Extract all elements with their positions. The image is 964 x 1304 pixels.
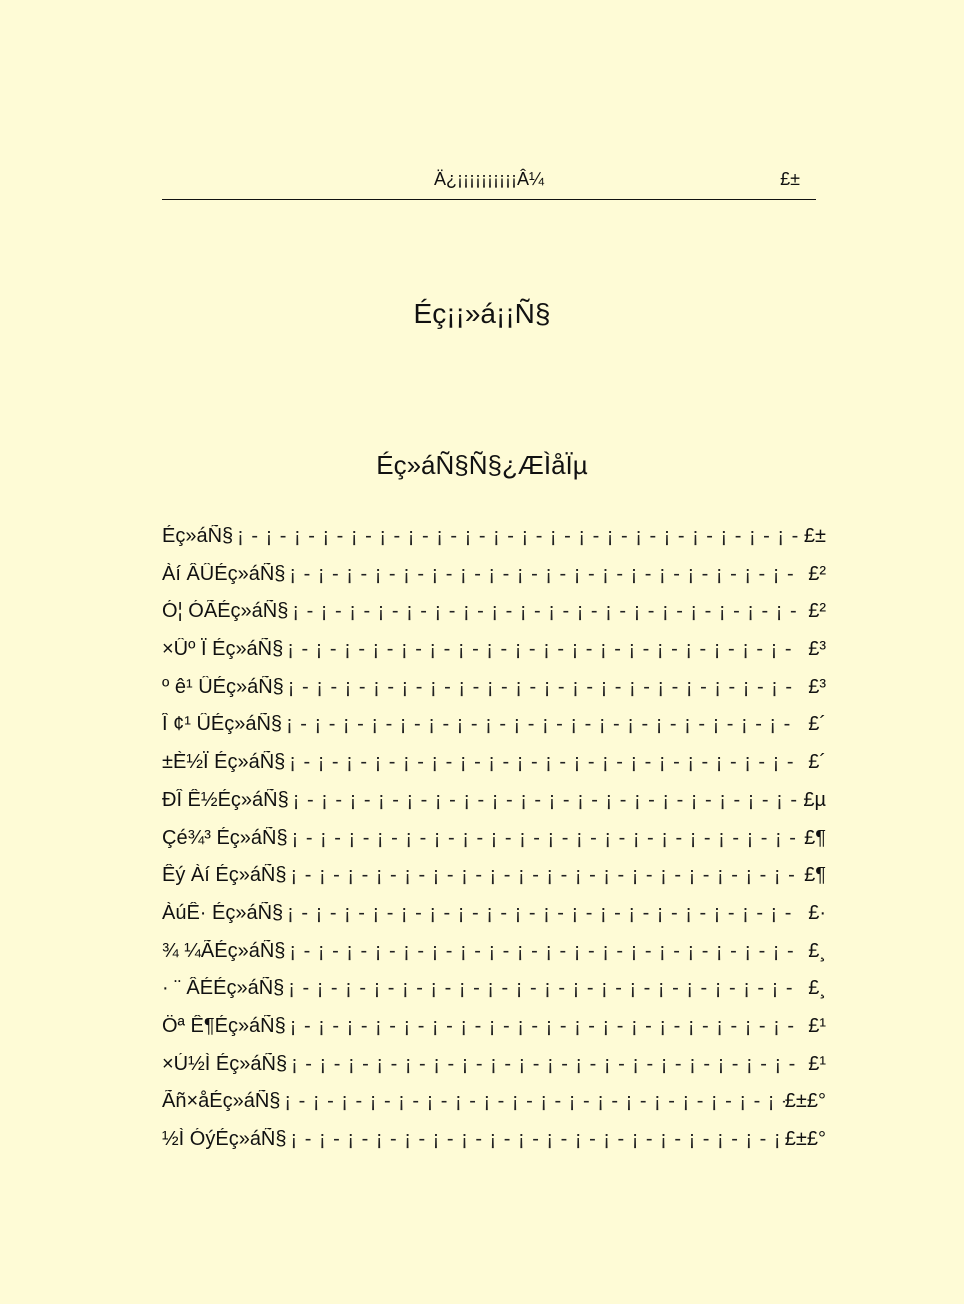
toc-dot-leader (288, 827, 800, 850)
toc-entry[interactable] (162, 1053, 826, 1091)
toc-entry-page: £¸ (808, 939, 826, 962)
toc-entry-page: £¸ (808, 977, 826, 1000)
toc-entry[interactable] (162, 1128, 826, 1166)
toc-entry-label: Ó¦ ÓÃÉç»áÑ§ (162, 600, 289, 623)
toc-dot-leader (233, 525, 800, 548)
toc-entry[interactable] (162, 1090, 826, 1128)
toc-entry-label: Çé¾³ Éç»áÑ§ (162, 826, 288, 849)
toc-entry-page: £² (808, 562, 826, 585)
toc-entry-page: £¶ (804, 864, 826, 887)
toc-entry[interactable] (162, 940, 826, 978)
toc-entry-page: £±£° (784, 1090, 826, 1113)
section-title: Éç»áÑ§Ñ§¿ÆÌåÏµ (376, 450, 588, 480)
toc-entry-label: · ¨ ÂÉÉç»áÑ§ (162, 977, 285, 1000)
toc-entry[interactable] (162, 751, 826, 789)
toc-entry[interactable] (162, 525, 826, 563)
toc-entry-page: £¹ (808, 1052, 826, 1075)
toc-dot-leader (283, 902, 800, 925)
toc-dot-leader (285, 751, 800, 774)
toc-entry-label: Àí ÂÛÉç»áÑ§ (162, 562, 286, 585)
toc-entry-page: £² (808, 600, 826, 623)
toc-entry-label: Éç»áÑ§ (162, 525, 234, 547)
toc-entry-label: ×Ûº Ï Éç»áÑ§ (162, 638, 284, 661)
toc-entry-label: º ê¹ ÛÉç»áÑ§ (162, 675, 284, 698)
toc-entry-page: £· (808, 901, 826, 924)
toc-dot-leader (289, 789, 800, 812)
toc-entry[interactable] (162, 713, 826, 751)
toc-entry[interactable] (162, 600, 826, 638)
running-title: Ä¿¡¡¡¡¡¡¡¡¡¡Â¼ (434, 169, 544, 189)
book-title: Éç¡¡»á¡¡Ñ§ (413, 298, 551, 329)
toc-dot-leader (287, 1128, 785, 1151)
toc-dot-leader (284, 676, 800, 699)
running-header (162, 165, 816, 200)
toc-entry[interactable] (162, 902, 826, 940)
toc-entry-page: £¹ (808, 1014, 826, 1037)
toc-entry-page: £µ (803, 788, 826, 811)
toc-entry-label: ±È½Ï Éç»áÑ§ (162, 751, 286, 774)
toc-entry-page: £´ (808, 713, 826, 736)
toc-entry[interactable] (162, 864, 826, 902)
toc-entry[interactable] (162, 1015, 826, 1053)
toc-dot-leader (287, 864, 800, 887)
toc-entry-page: £³ (808, 675, 826, 698)
toc-entry-page: £³ (808, 638, 826, 661)
toc-dot-leader (284, 977, 800, 1000)
toc-entry-label: Î ¢¹ ÛÉç»áÑ§ (162, 713, 283, 736)
toc-entry[interactable] (162, 789, 826, 827)
toc-entry-page: £´ (808, 751, 826, 774)
toc-entry-label: ÀúÊ· Éç»áÑ§ (162, 901, 284, 924)
toc-entry[interactable] (162, 563, 826, 601)
toc-dot-leader (288, 600, 800, 623)
toc-entry-label: Ãñ×åÉç»áÑ§ (162, 1090, 281, 1113)
toc-entry-label: ÐÎ Ê½Éç»áÑ§ (162, 788, 289, 811)
toc-entry-label: ¾ ¼ÃÉç»áÑ§ (162, 939, 286, 962)
toc-entry-label: ½Ì ÓýÉç»áÑ§ (162, 1128, 287, 1150)
toc-entry[interactable] (162, 827, 826, 865)
toc-entry-page: £±£° (784, 1128, 826, 1150)
toc-dot-leader (283, 638, 800, 661)
toc-entry[interactable] (162, 977, 826, 1015)
toc-dot-leader (287, 1053, 800, 1076)
toc-entry-label: Öª Ê¶Éç»áÑ§ (162, 1014, 286, 1037)
toc-entry-label: Êý Àí Éç»áÑ§ (162, 864, 287, 887)
toc-entry-label: ×Ú½Ì Éç»áÑ§ (162, 1052, 288, 1075)
toc-entry[interactable] (162, 638, 826, 676)
toc-entry-page: £¶ (804, 826, 826, 849)
page-number: £± (780, 169, 800, 189)
toc-dot-leader (282, 713, 800, 736)
toc-dot-leader (285, 563, 800, 586)
toc-dot-leader (286, 1015, 800, 1038)
table-of-contents (162, 525, 826, 1166)
toc-dot-leader (280, 1090, 784, 1113)
toc-entry-page: £± (803, 525, 826, 547)
toc-dot-leader (285, 940, 800, 963)
toc-entry[interactable] (162, 676, 826, 714)
